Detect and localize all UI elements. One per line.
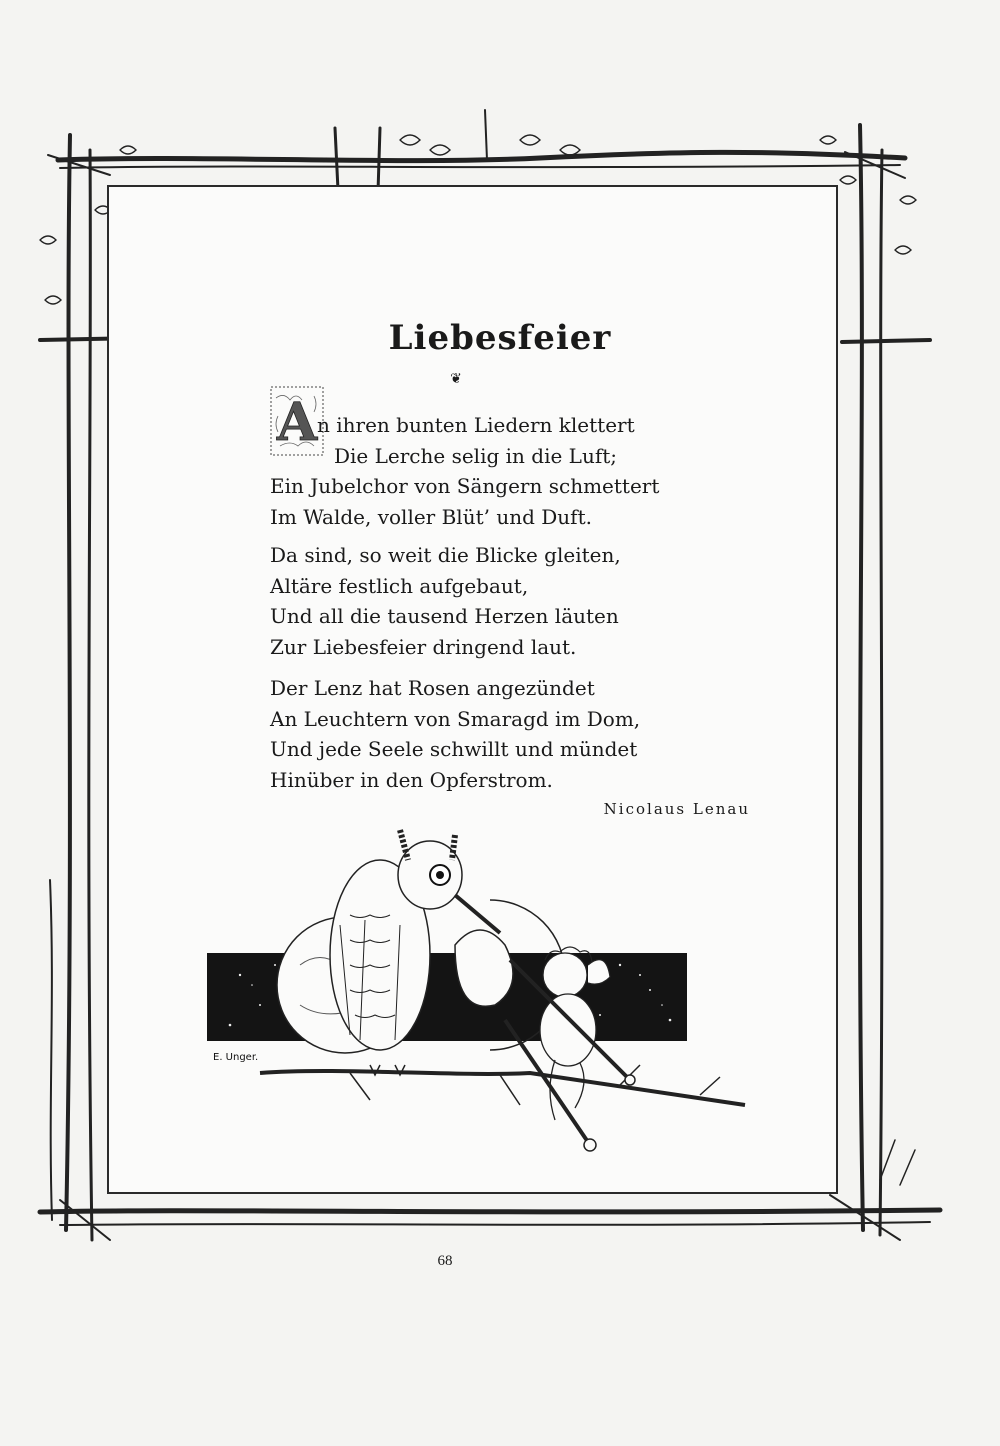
- page-number: 68: [437, 1253, 453, 1269]
- fleuron-ornament-icon: ❦: [450, 371, 462, 387]
- poem-line: Da sind, so weit die Blicke gleiten,: [270, 543, 621, 567]
- poem-line: Und jede Seele schwillt und mündet: [270, 737, 638, 761]
- poem-line: n ihren bunten Liedern klettert: [317, 413, 635, 437]
- poem-stanza: [270, 410, 659, 532]
- poem-line: Und all die tausend Herzen läuten: [270, 604, 619, 628]
- poem-line: Hinüber in den Opferstrom.: [270, 767, 553, 792]
- owl-cherub-illustration: [200, 815, 760, 1160]
- poem-line: Im Walde, voller Blüt’ und Duft.: [270, 504, 592, 529]
- poem-stanza: [270, 540, 621, 662]
- drop-cap-letter: A: [276, 392, 318, 453]
- poem-title: Liebesfeier: [388, 318, 612, 358]
- poem-author: Nicolaus Lenau: [603, 800, 750, 818]
- poem-stanza: [270, 673, 640, 795]
- poem-line: Zur Liebesfeier dringend laut.: [270, 634, 577, 659]
- poem-line: Der Lenz hat Rosen angezündet: [270, 676, 595, 700]
- poem-line: Altäre festlich aufgebaut,: [270, 573, 529, 598]
- artist-signature: E. Unger.: [213, 1052, 259, 1063]
- poem-line: Ein Jubelchor von Sängern schmettert: [270, 474, 660, 498]
- poem-line: Die Lerche selig in die Luft;: [334, 443, 617, 468]
- poem-line: An Leuchtern von Smaragd im Dom,: [270, 706, 641, 731]
